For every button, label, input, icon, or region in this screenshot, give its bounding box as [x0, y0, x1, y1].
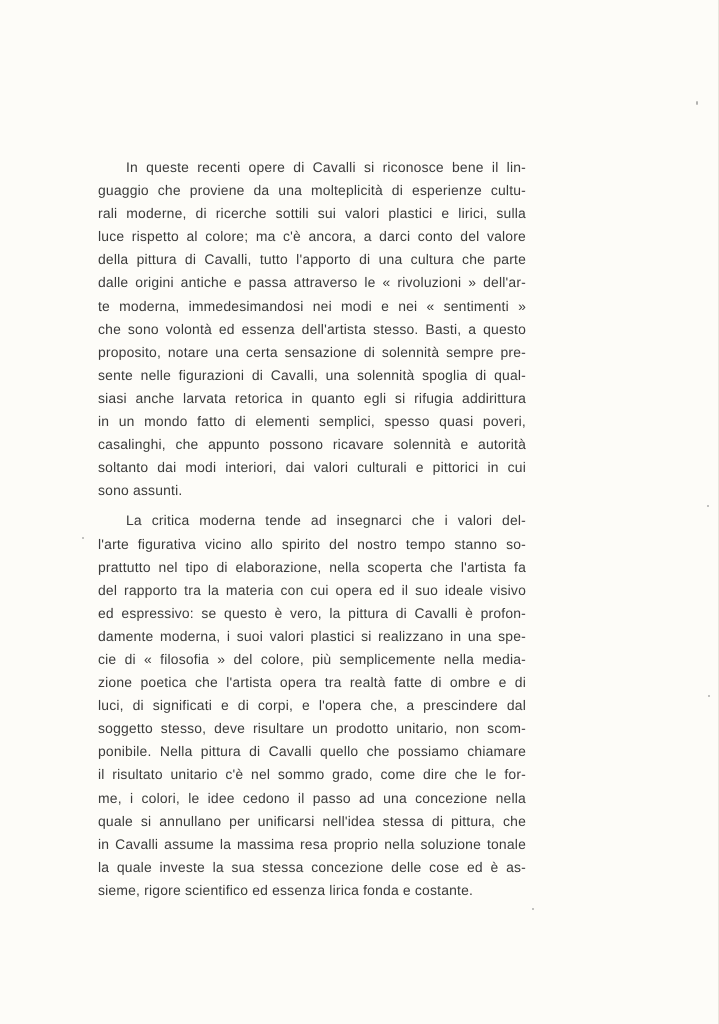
text-line: soltanto dai modi interiori, dai valori culturali e pittorici in cui [98, 459, 526, 476]
text-line: In queste recenti opere di Cavalli si riconosce bene il lin- [126, 159, 526, 175]
text-line: prattutto nel tipo di elaborazione, nella scoperta che l'artista fa [98, 558, 526, 575]
paragraph-1 [98, 156, 526, 502]
text-line: me, i colori, le idee cedono il passo ad una concezione nella [98, 789, 526, 806]
scan-speck [696, 101, 698, 105]
text-line: guaggio che proviene da una molteplicità di esperienze cultu- [98, 182, 526, 199]
body-text [98, 156, 526, 902]
text-line: damente moderna, i suoi valori plastici si realizzano in una spe- [98, 627, 526, 644]
text-line: zione poetica che l'artista opera tra realtà fatte di ombre e di [98, 674, 526, 691]
paragraph-gap [98, 502, 526, 509]
text-line: luce rispetto al colore; ma c'è ancora, a darci conto del valore [98, 228, 526, 245]
text-line: cie di « filosofia » del colore, più semplicemente nella media- [98, 650, 526, 667]
text-line: in un mondo fatto di elementi semplici, spesso quasi poveri, [98, 413, 526, 430]
text-line: che sono volontà ed essenza dell'artista stesso. Basti, a questo [98, 320, 526, 337]
text-line: la quale investe la sua stessa concezione delle cose ed è as- [98, 858, 526, 875]
text-line: l'arte figurativa vicino allo spirito del nostro tempo stanno so- [98, 535, 526, 552]
text-line: La critica moderna tende ad insegnarci che i valori del- [126, 512, 526, 529]
text-line: quale si annullano per unificarsi nell'idea stessa di pittura, che [98, 812, 526, 829]
text-line: sono assunti. [98, 482, 183, 499]
text-line: il risultato unitario c'è nel sommo grado, come dire che le for- [98, 766, 526, 783]
text-line: siasi anche larvata retorica in quanto egli si rifugia addirittura [98, 389, 526, 406]
text-line: dalle origini antiche e passa attraverso le « rivoluzioni » dell'ar- [98, 274, 526, 291]
text-line: sieme, rigore scientifico ed essenza lirica fonda e costante. [98, 881, 474, 898]
text-line: sente nelle figurazioni di Cavalli, una solennità spoglia di qual- [98, 366, 526, 383]
text-line: in Cavalli assume la massima resa proprio nella soluzione tonale [98, 835, 526, 852]
scan-speck [707, 505, 709, 507]
text-line: del rapporto tra la materia con cui opera ed il suo ideale visivo [98, 581, 526, 598]
text-line: ed espressivo: se questo è vero, la pittura di Cavalli è profon- [98, 604, 526, 621]
text-line: te moderna, immedesimandosi nei modi e nei « sentimenti » [98, 297, 526, 314]
text-line: casalinghi, che appunto possono ricavare solennità e autorità [98, 436, 526, 453]
scan-speck [82, 537, 84, 539]
paragraph-2 [98, 509, 526, 902]
text-line: ponibile. Nella pittura di Cavalli quello che possiamo chiamare [98, 743, 526, 760]
text-line: proposito, notare una certa sensazione di solennità sempre pre- [98, 343, 526, 360]
scan-speck [532, 908, 534, 910]
text-line: soggetto stesso, deve risultare un prodotto unitario, non scom- [98, 720, 526, 737]
text-line: rali moderne, di ricerche sottili sui valori plastici e lirici, sulla [98, 205, 526, 222]
text-line: luci, di significati e di corpi, e l'opera che, a prescindere dal [98, 697, 526, 714]
scan-speck [708, 695, 710, 697]
text-line: della pittura di Cavalli, tutto l'apporto di una cultura che parte [98, 251, 526, 268]
